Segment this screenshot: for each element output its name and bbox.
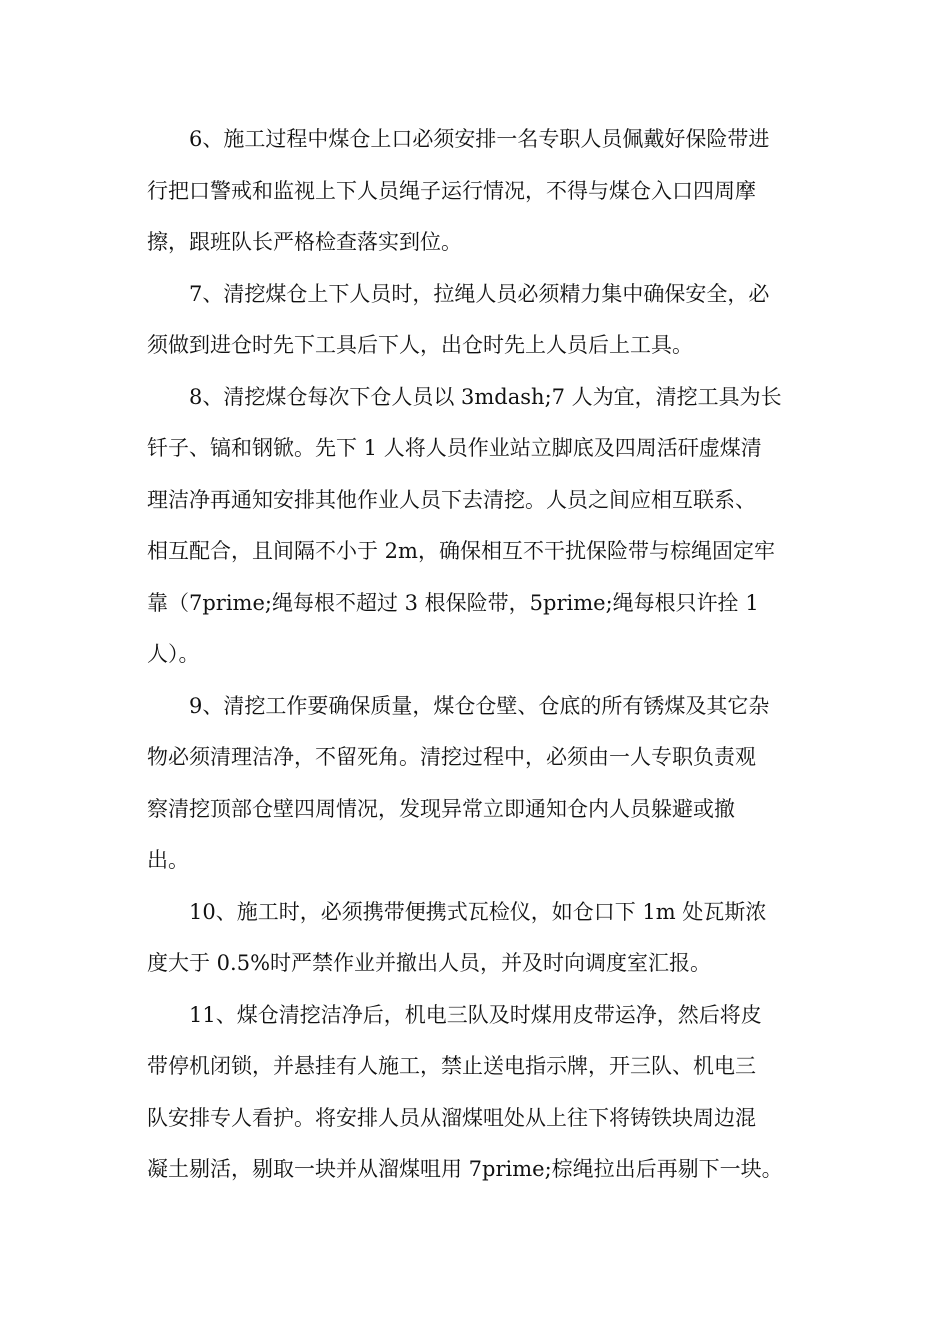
paragraph-line: 人）。: [147, 642, 200, 666]
paragraph-line: 物必须清理洁净，不留死角。清挖过程中，必须由一人专职负责观: [147, 745, 756, 769]
paragraph-10: [147, 890, 809, 993]
paragraph-line: 察清挖顶部仓壁四周情况，发现异常立即通知仓内人员躲避或撤: [147, 796, 735, 821]
paragraph-line: 靠（7prime;绳每根不超过 3 根保险带，5prime;绳每根只许拴 1: [147, 590, 759, 615]
paragraph-line: 6、施工过程中煤仓上口必须安排一名专职人员佩戴好保险带进: [189, 127, 770, 151]
paragraph-line: 7、清挖煤仓上下人员时，拉绳人员必须精力集中确保安全，必: [189, 281, 770, 306]
paragraph-line: 相互配合，且间隔不小于 2m，确保相互不干扰保险带与棕绳固定牢: [147, 539, 775, 563]
paragraph-line: 度大于 0.5%时严禁作业并撤出人员，并及时向调度室汇报。: [147, 951, 712, 975]
paragraph-line: 行把口警戒和监视上下人员绳子运行情况，不得与煤仓入口四周摩: [147, 178, 756, 203]
document-body: [147, 117, 809, 1199]
paragraph-line: 钎子、镐和钢锨。先下 1 人将人员作业站立脚底及四周活矸虚煤清: [147, 436, 762, 460]
paragraph-line: 8、清挖煤仓每次下仓人员以 3mdash;7 人为宜，清挖工具为长: [189, 384, 782, 409]
paragraph-7: [147, 272, 809, 375]
paragraph-line: 凝土剔活，剔取一块并从溜煤咀用 7prime;棕绳拉出后再剔下一块。: [147, 1157, 783, 1181]
paragraph-line: 带停机闭锁，并悬挂有人施工，禁止送电指示牌，开三队、机电三: [147, 1054, 756, 1078]
paragraph-line: 10、施工时，必须携带便携式瓦检仪，如仓口下 1m 处瓦斯浓: [189, 899, 767, 924]
paragraph-11: [147, 993, 809, 1199]
paragraph-line: 须做到进仓时先下工具后下人，出仓时先上人员后上工具。: [147, 333, 693, 357]
paragraph-6: [147, 117, 809, 272]
paragraph-line: 队安排专人看护。将安排人员从溜煤咀处从上往下将铸铁块周边混: [147, 1105, 756, 1130]
paragraph-line: 11、煤仓清挖洁净后，机电三队及时煤用皮带运净，然后将皮: [189, 1002, 762, 1027]
paragraph-line: 理洁净再通知安排其他作业人员下去清挖。人员之间应相互联系、: [147, 487, 756, 512]
paragraph-line: 擦，跟班队长严格检查落实到位。: [147, 230, 462, 254]
paragraph-line: 出。: [147, 848, 189, 872]
paragraph-8: [147, 375, 809, 684]
paragraph-line: 9、清挖工作要确保质量，煤仓仓壁、仓底的所有锈煤及其它杂: [189, 693, 770, 718]
paragraph-9: [147, 684, 809, 890]
